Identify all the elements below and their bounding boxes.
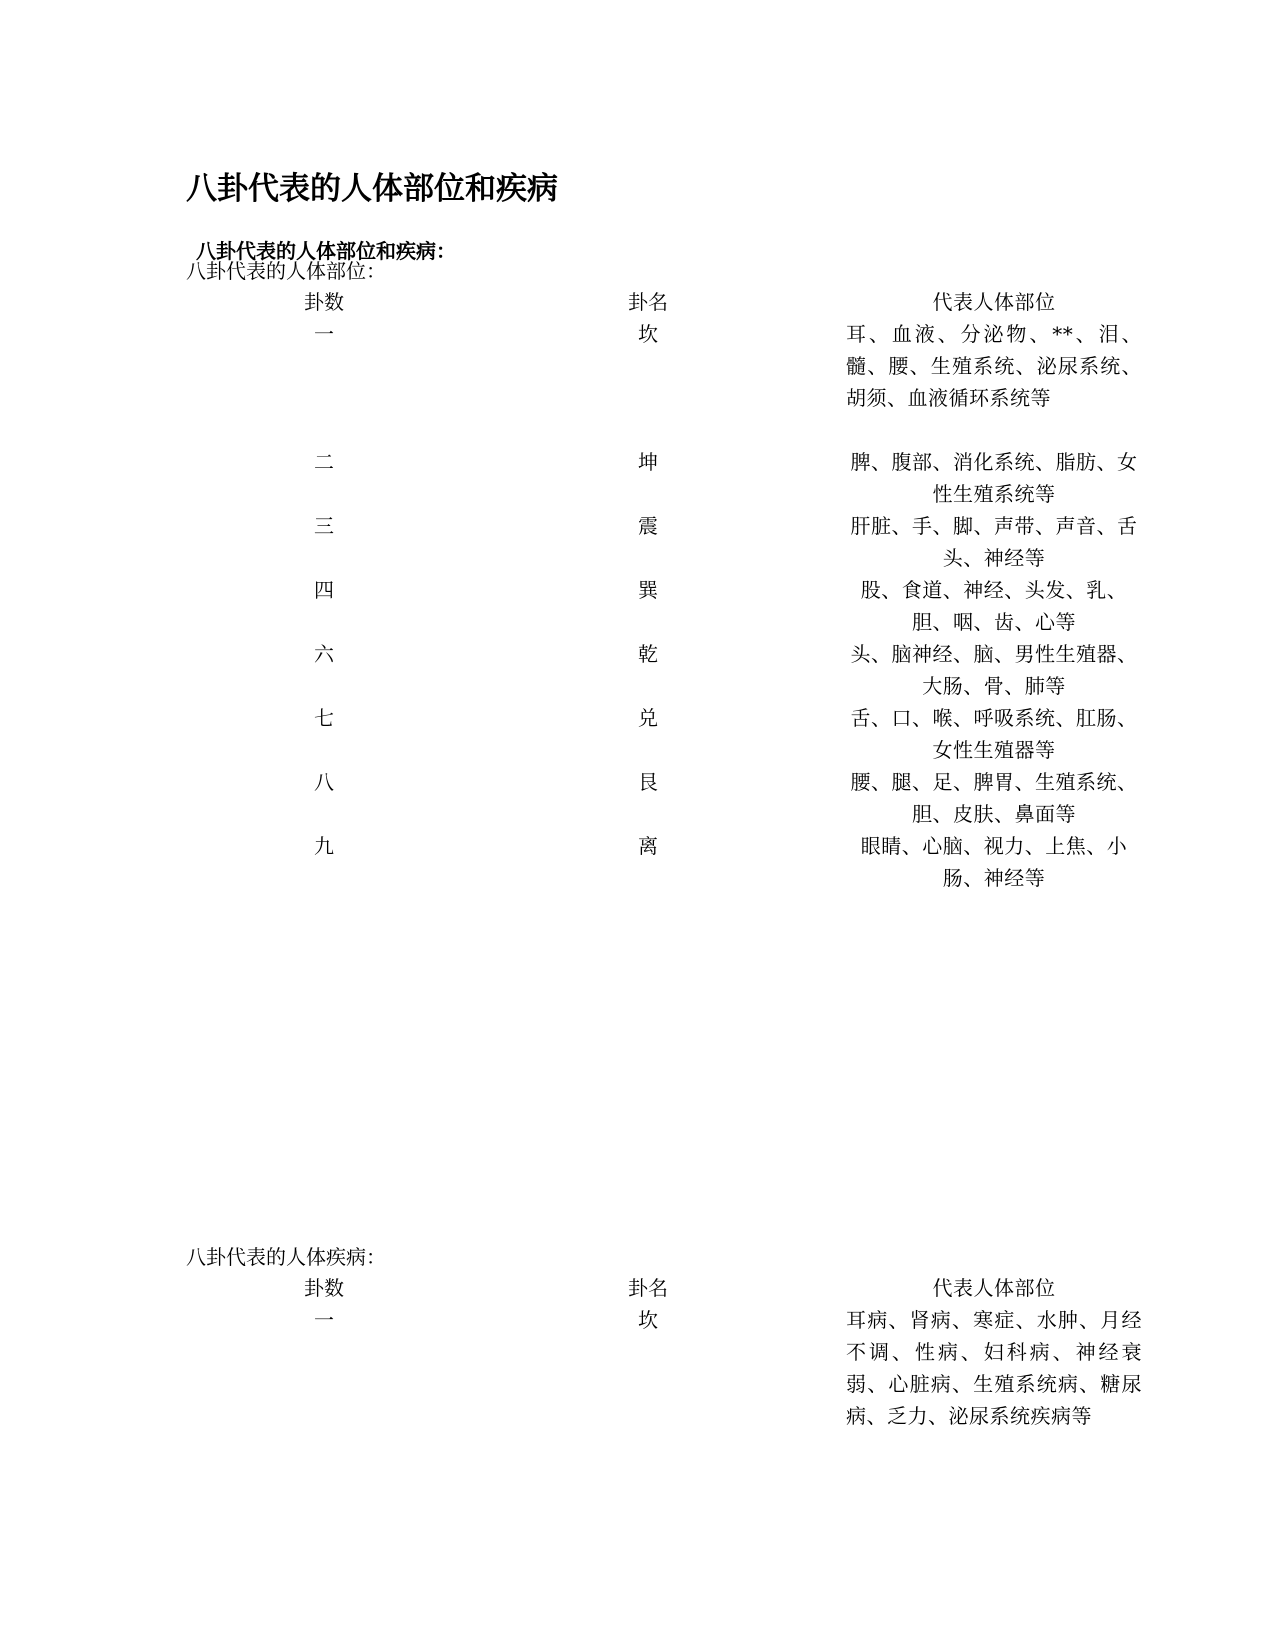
body-part-cell: 耳、血液、分泌物、**、泪、髓、腰、生殖系统、泌尿系统、胡须、血液循环系统等 [846,322,1142,410]
header-gua-number: 卦数 [304,290,344,314]
header-gua-name: 卦名 [628,1276,668,1300]
gua-name-cell: 坎 [638,1308,658,1332]
gua-name-cell: 乾 [638,642,658,666]
table-row [186,446,1138,510]
body-part-cell: 腰、腿、足、脾胃、生殖系统、胆、皮肤、鼻面等 [850,770,1138,826]
table-row [186,1304,1142,1432]
table-header-row [186,286,1086,318]
body-part-cell: 肝脏、手、脚、声带、声音、舌头、神经等 [850,514,1138,570]
gua-number-cell: 七 [314,706,334,730]
body-part-cell: 舌、口、喉、呼吸系统、肛肠、女性生殖器等 [850,706,1138,762]
gua-name-cell: 离 [638,834,658,858]
gua-number-cell: 二 [314,450,334,474]
gua-number-cell: 一 [314,1308,334,1332]
gua-name-cell: 兑 [638,706,658,730]
gua-name-cell: 艮 [638,770,658,794]
body-part-cell: 脾、腹部、消化系统、脂肪、女性生殖系统等 [850,450,1138,506]
table-row [186,830,1128,894]
gua-name-cell: 巽 [638,578,658,602]
document-title: 八卦代表的人体部位和疾病 [186,171,558,207]
body-part-cell: 头、脑神经、脑、男性生殖器、大肠、骨、肺等 [850,642,1138,698]
table-header-row [186,1272,1086,1304]
diseases-table [186,1272,1142,1432]
table-row [186,574,1128,638]
gua-number-cell: 八 [314,770,334,794]
gua-number-cell: 九 [314,834,334,858]
table-row [186,766,1138,830]
gua-number-cell: 一 [314,322,334,346]
gua-number-cell: 六 [314,642,334,666]
body-part-cell: 股、食道、神经、头发、乳、胆、咽、齿、心等 [860,578,1128,634]
table-row [186,510,1138,574]
body-parts-table [186,286,1142,894]
gua-number-cell: 三 [314,514,334,538]
gua-name-cell: 坎 [638,322,658,346]
disease-cell: 耳病、肾病、寒症、水肿、月经不调、性病、妇科病、神经衰弱、心脏病、生殖系统病、糖尿病、乏力、泌尿系统疾病等 [846,1308,1142,1428]
table-row [186,638,1138,702]
document-subtitle: 八卦代表的人体部位和疾病： [196,239,456,263]
diseases-section-label: 八卦代表的人体疾病： [186,1245,386,1269]
gua-number-cell: 四 [314,578,334,602]
header-gua-name: 卦名 [628,290,668,314]
header-gua-number: 卦数 [304,1276,344,1300]
table-row [186,318,1142,446]
gua-name-cell: 坤 [638,450,658,474]
gua-name-cell: 震 [638,514,658,538]
header-body-part: 代表人体部位 [932,290,1056,314]
body-parts-section-label: 八卦代表的人体部位： [186,259,386,283]
table-row [186,702,1138,766]
body-part-cell: 眼睛、心脑、视力、上焦、小肠、神经等 [860,834,1128,890]
header-disease: 代表人体部位 [932,1276,1056,1300]
